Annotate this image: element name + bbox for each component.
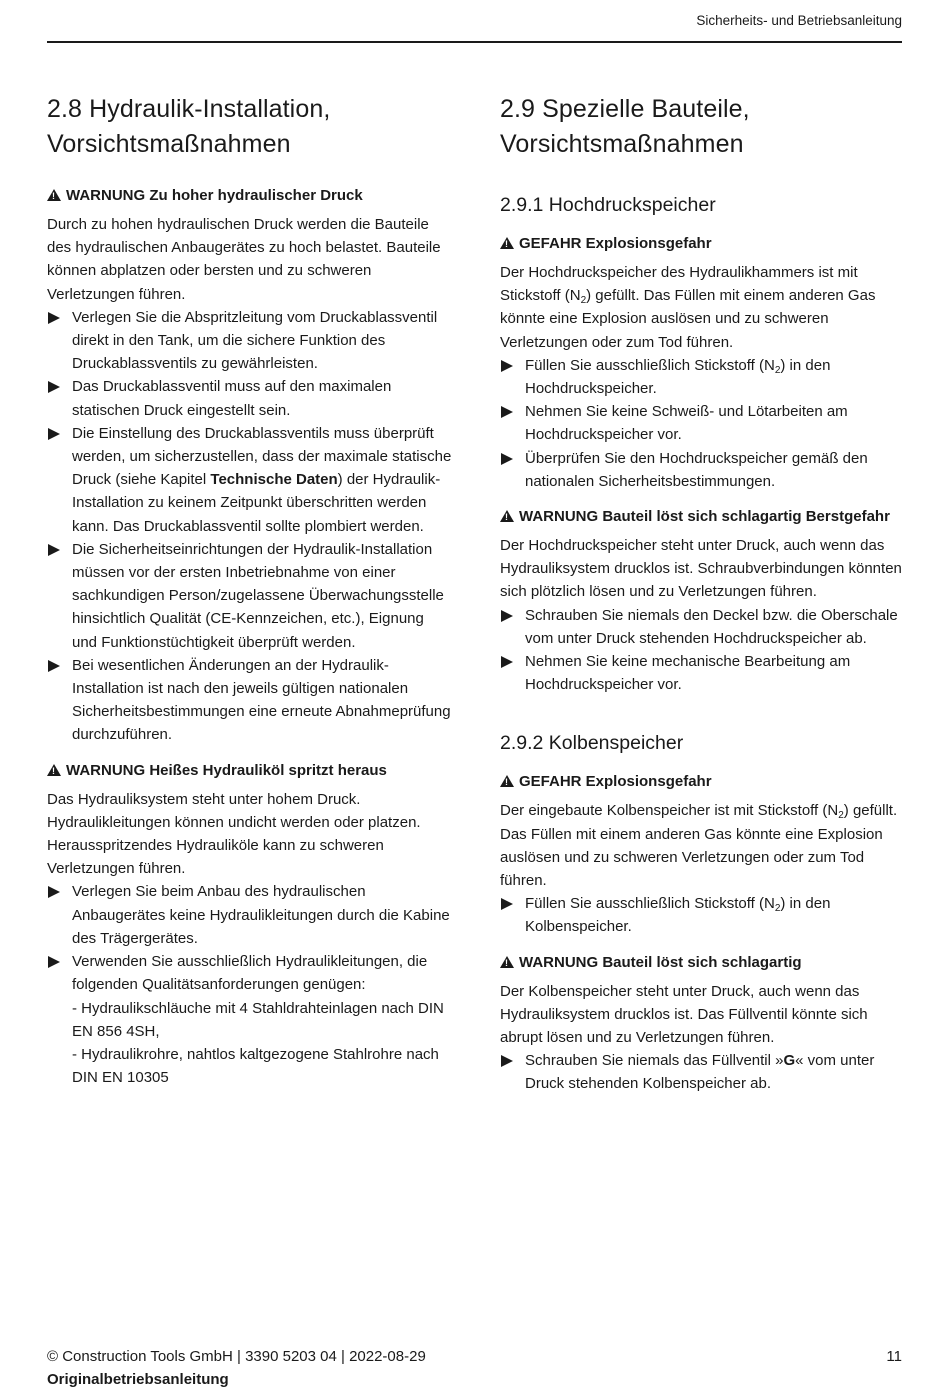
header-title: Sicherheits- und Betriebsanleitung bbox=[696, 13, 902, 28]
instruction-list bbox=[500, 604, 905, 697]
list-item bbox=[47, 422, 452, 538]
list-item-text: Schrauben Sie niemals den Deckel bzw. die Oberschale vom unter Druck stehenden Hochdruckspeicher ab. bbox=[525, 606, 898, 647]
warning-icon bbox=[500, 775, 514, 787]
list-item bbox=[500, 650, 905, 696]
arrow-right-icon bbox=[48, 660, 60, 672]
valve-label: G bbox=[783, 1052, 796, 1070]
warning-title-text: WARNUNG Zu hoher hydraulischer Druck bbox=[66, 187, 363, 204]
danger-text bbox=[500, 261, 905, 354]
footer bbox=[47, 1345, 426, 1391]
subscript: 2 bbox=[838, 810, 844, 822]
warning-icon bbox=[500, 237, 514, 249]
list-item-text: Füllen Sie ausschließlich Stickstoff (N bbox=[525, 356, 775, 374]
list-item bbox=[500, 400, 905, 446]
danger-text-part: Der Hochdruckspeicher des Hydraulikhammers ist mit Stickstoff (N bbox=[500, 264, 858, 305]
list-item-text: « vom unter Druck stehenden Kolbenspeicher ab. bbox=[525, 1052, 875, 1093]
subscript: 2 bbox=[774, 364, 781, 376]
list-item bbox=[47, 950, 452, 1089]
list-item bbox=[500, 447, 905, 493]
list-item-text: Bei wesentlichen Änderungen an der Hydraulik-Installation ist nach den jeweils gültigen nationalen Sicherheitsbestimmungen eine erneute Abnahmeprüfung durchzuführen. bbox=[72, 656, 451, 744]
footer-doc-type: Originalbetriebsanleitung bbox=[47, 1371, 229, 1388]
warning-title-text: WARNUNG Heißes Hydrauliköl spritzt heraus bbox=[66, 761, 387, 779]
list-item bbox=[500, 892, 905, 938]
subsection-heading-2-9-2: 2.9.2 Kolbenspeicher bbox=[500, 732, 684, 755]
list-item bbox=[500, 354, 905, 400]
list-item-text: ) in den Kolbenspeicher. bbox=[525, 895, 831, 936]
section-heading-2-8 bbox=[47, 92, 452, 162]
danger-text-part: ) gefüllt. Das Füllen mit einem anderen Gas könnte eine Explosion auslösen und zu schweren Verletzungen oder zum Tod führen. bbox=[500, 287, 876, 351]
instruction-list bbox=[500, 892, 905, 938]
list-item bbox=[47, 654, 452, 747]
danger-text-part: Der eingebaute Kolbenspeicher ist mit Stickstoff (N bbox=[500, 802, 839, 820]
arrow-right-icon bbox=[501, 360, 513, 372]
list-item bbox=[47, 375, 452, 421]
warning-icon bbox=[500, 510, 514, 522]
list-item-text: Füllen Sie ausschließlich Stickstoff (N bbox=[525, 895, 775, 913]
list-item-text: Nehmen Sie keine mechanische Bearbeitung am Hochdruckspeicher vor. bbox=[525, 653, 851, 694]
right-column bbox=[500, 92, 905, 1096]
instruction-list bbox=[47, 306, 452, 747]
arrow-right-icon bbox=[501, 1055, 513, 1067]
list-item-subline: - Hydraulikrohre, nahtlos kaltgezogene Stahlrohre nach DIN EN 10305 bbox=[72, 1045, 439, 1087]
arrow-right-icon bbox=[48, 956, 60, 968]
subscript: 2 bbox=[580, 295, 587, 307]
list-item-text: Verwenden Sie ausschließlich Hydraulikleitungen, die folgenden Qualitätsanforderungen genügen: bbox=[72, 953, 428, 994]
arrow-right-icon bbox=[501, 610, 513, 622]
list-item-text: Verlegen Sie die Abspritzleitung vom Druckablassventil direkt in den Tank, um die sichere Funktion des Druckablassventils zu gewährleisten. bbox=[72, 308, 438, 373]
danger-title bbox=[500, 232, 905, 255]
arrow-right-icon bbox=[501, 656, 513, 668]
danger-text bbox=[500, 799, 905, 892]
page-header bbox=[47, 0, 902, 43]
list-item bbox=[500, 604, 905, 650]
warning-text: Der Hochdruckspeicher steht unter Druck, auch wenn das Hydrauliksystem drucklos ist. Schraubverbindungen könnten sich plötzlich lösen und zu Verletzungen führen. bbox=[500, 537, 902, 601]
heading-line: Vorsichtsmaßnahmen bbox=[47, 130, 291, 158]
warning-text: Der Kolbenspeicher steht unter Druck, auch wenn das Hydrauliksystem drucklos ist. Das Füllventil könnte sich abrupt lösen und zu Verletzungen führen. bbox=[500, 982, 868, 1047]
arrow-right-icon bbox=[48, 428, 60, 440]
instruction-list bbox=[500, 1049, 905, 1095]
warning-title bbox=[47, 184, 452, 207]
list-item-text: Verlegen Sie beim Anbau des hydraulischen Anbaugerätes keine Hydraulikleitungen durch die Kabine des Trägergerätes. bbox=[72, 883, 450, 947]
danger-title-text: GEFAHR Explosionsgefahr bbox=[519, 773, 712, 791]
danger-text-part: ) gefüllt. Das Füllen mit einem anderen Gas könnte eine Explosion auslösen und zu schweren Verletzungen oder zum Tod führen. bbox=[500, 802, 898, 890]
list-item bbox=[47, 538, 452, 654]
arrow-right-icon bbox=[501, 898, 513, 910]
list-item-text: Die Einstellung des Druckablassventils muss überprüft werden, um sicherzustellen, dass der maximale statische Druck (siehe Kapitel bbox=[72, 424, 452, 489]
warning-title bbox=[47, 759, 452, 782]
list-item-text: Die Sicherheitseinrichtungen der Hydraulik-Installation müssen vor der ersten Inbetriebnahme von einer sachkundigen Person/zugelassene Überwachungsstelle hinsichtlich Qualität (CE-Kennzeichen, etc.), Eignung und Funktionstüchtigkeit überprüft werden. bbox=[72, 540, 444, 651]
chapter-reference: Technische Daten bbox=[210, 471, 338, 489]
warning-title bbox=[500, 951, 905, 974]
footer-copyright: © Construction Tools GmbH | 3390 5203 04 | 2022-08-29 bbox=[47, 1348, 426, 1365]
warning-text: Durch zu hohen hydraulischen Druck werden die Bauteile des hydraulischen Anbaugerätes zu hoch belastet. Bauteile können abplatzen oder bersten und zu schweren Verletzungen führen. bbox=[47, 216, 441, 303]
arrow-right-icon bbox=[48, 381, 60, 393]
subsection-heading-2-9-1: 2.9.1 Hochdruckspeicher bbox=[500, 194, 716, 216]
subscript: 2 bbox=[774, 903, 781, 915]
page-number: 11 bbox=[886, 1348, 902, 1365]
list-item-text: Überprüfen Sie den Hochdruckspeicher gemäß den nationalen Sicherheitsbestimmungen. bbox=[525, 449, 868, 490]
danger-title-text: GEFAHR Explosionsgefahr bbox=[519, 235, 712, 252]
instruction-list bbox=[47, 880, 452, 1089]
arrow-right-icon bbox=[48, 312, 60, 324]
list-item-text: ) in den Hochdruckspeicher. bbox=[525, 356, 831, 398]
arrow-right-icon bbox=[501, 453, 513, 465]
list-item bbox=[500, 1049, 905, 1095]
arrow-right-icon bbox=[501, 406, 513, 418]
warning-icon bbox=[500, 956, 514, 968]
list-item-text: Das Druckablassventil muss auf den maximalen statischen Druck eingestellt sein. bbox=[72, 378, 392, 419]
instruction-list bbox=[500, 354, 905, 493]
warning-title-text: WARNUNG Bauteil löst sich schlagartig bbox=[519, 953, 802, 971]
danger-title bbox=[500, 770, 905, 793]
arrow-right-icon bbox=[48, 886, 60, 898]
heading-line: 2.8 Hydraulik-Installation, bbox=[47, 95, 331, 123]
left-column bbox=[47, 92, 452, 1089]
list-item-text: ) der Hydraulik-Installation zu keinem Zeitpunkt überschritten werden kann. Das Druckablassventil sollte plombiert werden. bbox=[72, 471, 441, 535]
warning-title-text: WARNUNG Bauteil löst sich schlagartig Berstgefahr bbox=[519, 508, 890, 526]
warning-icon bbox=[47, 189, 61, 201]
warning-icon bbox=[47, 764, 61, 776]
list-item bbox=[47, 880, 452, 950]
list-item-text: Schrauben Sie niemals das Füllventil » bbox=[525, 1052, 784, 1070]
arrow-right-icon bbox=[48, 544, 60, 556]
list-item-subline: - Hydraulikschläuche mit 4 Stahldrahteinlagen nach DIN EN 856 4SH, bbox=[72, 999, 444, 1040]
heading-line: 2.9 Spezielle Bauteile, bbox=[500, 95, 750, 123]
warning-text: Das Hydrauliksystem steht unter hohem Druck. Hydraulikleitungen können undicht werden oder platzen. Herausspritzendes Hydrauliköle kann zu schweren Verletzungen führen. bbox=[47, 790, 421, 878]
heading-line: Vorsichtsmaßnahmen bbox=[500, 130, 744, 158]
warning-title bbox=[500, 505, 905, 528]
list-item-text: Nehmen Sie keine Schweiß- und Lötarbeiten am Hochdruckspeicher vor. bbox=[525, 403, 848, 444]
section-heading-2-9 bbox=[500, 92, 905, 162]
list-item bbox=[47, 306, 452, 376]
